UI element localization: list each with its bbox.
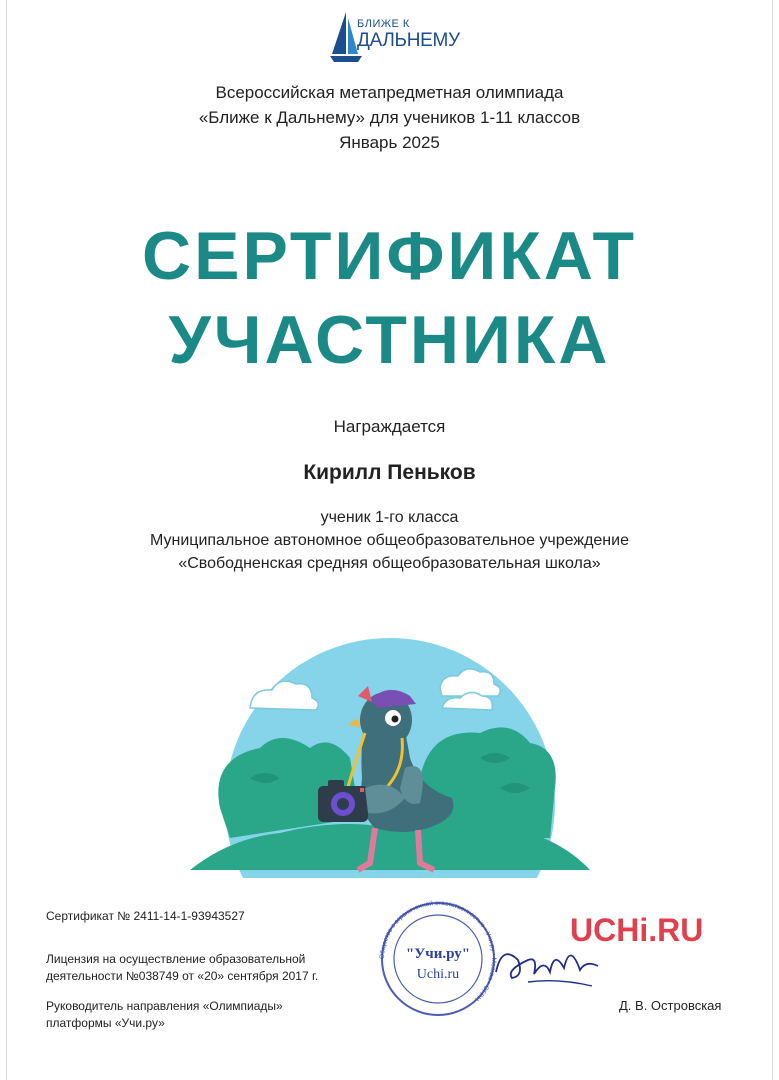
- role-line-1: Руководитель направления «Олимпиады»: [46, 999, 283, 1013]
- stamp-ring-text: Общество с ограниченной ответственностью • Учи.ру • Москва • ОГРН: [378, 900, 498, 1003]
- license-line-2: деятельности №038749 от «20» сентября 2017 г.: [46, 969, 319, 983]
- recipient-details: [0, 506, 779, 575]
- stamp-center-line-2: Uchi.ru: [416, 967, 460, 982]
- olympiad-header: [0, 80, 779, 155]
- pigeon-illustration: [190, 638, 590, 878]
- header-line-2: «Ближе к Дальнему» для учеников 1-11 классов: [198, 108, 581, 127]
- school-name: «Свободненская средняя общеобразовательная школа»: [178, 555, 601, 572]
- grade-text: ученик 1-го класса: [320, 509, 459, 526]
- logo-text-top: БЛИЖЕ К: [357, 18, 410, 30]
- olympiad-logo: [328, 10, 458, 66]
- uchi-ru-logo: UCHi.RU: [570, 912, 704, 948]
- logo-text-bottom: ДАЛЬНЕМУ: [357, 30, 460, 51]
- header-line-3: Январь 2025: [339, 133, 440, 152]
- signer-name: Д. В. Островская: [619, 998, 722, 1013]
- camera-icon: [318, 780, 368, 822]
- signer-role: [46, 998, 283, 1032]
- company-stamp: [368, 900, 508, 1018]
- role-line-2: платформы «Учи.ру»: [46, 1016, 165, 1030]
- license-info: [46, 951, 318, 985]
- recipient-name: Кирилл Пеньков: [303, 461, 476, 484]
- institution-type: Муниципальное автономное общеобразовательное учреждение: [150, 532, 629, 549]
- stamp-center-line-1: "Учи.ру": [405, 946, 471, 962]
- certificate-number: Сертификат № 2411-14-1-93943527: [46, 909, 245, 923]
- certificate-title-line-1: СЕРТИФИКАТ: [141, 218, 637, 294]
- license-line-1: Лицензия на осуществление образовательной: [46, 952, 306, 966]
- certificate-title-line-2: УЧАСТНИКА: [168, 302, 611, 378]
- header-line-1: Всероссийская метапредметная олимпиада: [215, 83, 564, 102]
- awarded-label: Награждается: [333, 417, 446, 436]
